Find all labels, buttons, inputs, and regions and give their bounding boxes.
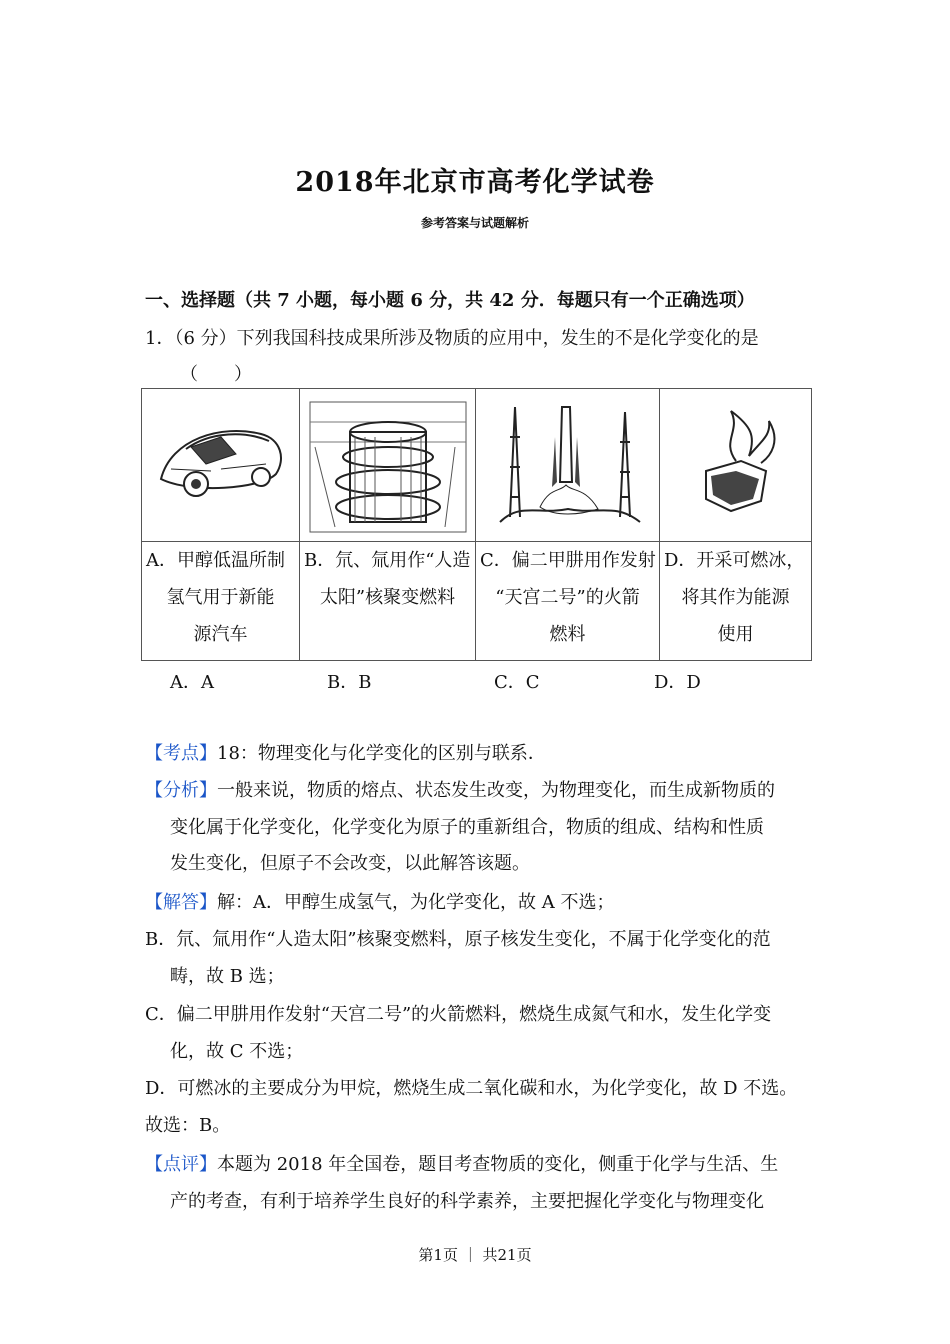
solution-d-line: D．可燃冰的主要成分为甲烷，燃烧生成二氧化碳和水，为化学变化，故 D 不选。	[145, 1078, 798, 1099]
car-illustration-icon	[151, 409, 291, 519]
solution-c-line: C．偏二甲肼用作发射“天宫二号”的火箭燃料，燃烧生成氮气和水，发生化学变	[145, 1004, 772, 1025]
solution-b-line-2: 畴，故 B 选；	[170, 966, 285, 987]
answer-blank: （ ）	[180, 364, 252, 385]
option-c-line: 燃料	[549, 624, 586, 645]
option-a-text	[142, 542, 300, 661]
kaodian-text: 18：物理变化与化学变化的区别与联系．	[217, 743, 546, 764]
choice-a: A．A	[170, 672, 214, 693]
dianping-line	[145, 1153, 778, 1177]
page-footer: 第1页 ｜ 共21页	[418, 1246, 532, 1264]
ice-illustration-icon	[681, 401, 791, 521]
option-a-image	[142, 389, 300, 542]
option-d-first: D．开采可燃冰，	[664, 550, 805, 571]
kaodian-line	[145, 742, 546, 766]
kaodian-tag: 【考点】	[145, 743, 217, 764]
option-c-image	[476, 389, 660, 542]
option-d-line: 将其作为能源	[681, 587, 790, 608]
option-b-image	[300, 389, 476, 542]
reactor-illustration-icon	[305, 397, 471, 537]
option-c-text	[476, 542, 660, 661]
section-heading: 一、选择题（共 7 小题，每小题 6 分，共 42 分．每题只有一个正确选项）	[145, 290, 755, 311]
options-table	[141, 388, 812, 661]
page-subtitle: 参考答案与试题解析	[420, 216, 529, 230]
option-a-line: 源汽车	[193, 624, 248, 645]
dianping-text: 本题为 2018 年全国卷，题目考查物质的变化，侧重于化学与生活、生	[217, 1154, 779, 1175]
rocket-illustration-icon	[480, 397, 656, 537]
option-c-line: “天宫二号”的火箭	[495, 587, 640, 608]
option-a-line: 氢气用于新能	[166, 587, 275, 608]
choice-d: D．D	[654, 672, 701, 693]
question-text: 1．（6 分）下列我国科技成果所涉及物质的应用中，发生的不是化学变化的是	[145, 328, 759, 349]
fenxi-tag: 【分析】	[145, 780, 217, 801]
solution-b-line: B．氘、氚用作“人造太阳”核聚变燃料，原子核发生变化，不属于化学变化的范	[145, 929, 771, 950]
solution-c-line-2: 化，故 C 不选；	[170, 1041, 304, 1062]
option-d-text	[660, 542, 812, 661]
option-a-first: A．甲醇低温所制	[146, 550, 285, 571]
option-d-image	[660, 389, 812, 542]
dianping-line-2: 产的考查，有利于培养学生良好的科学素养，主要把握化学变化与物理变化	[170, 1191, 764, 1212]
fenxi-line	[145, 779, 775, 803]
choice-c: C．C	[494, 672, 540, 693]
choice-b: B．B	[327, 672, 372, 693]
page-title: 2018年北京市高考化学试卷	[295, 167, 655, 198]
option-d-line: 使用	[717, 624, 754, 645]
jieda-text: 解：A．甲醇生成氢气，为化学变化，故 A 不选；	[217, 892, 615, 913]
jieda-tag: 【解答】	[145, 892, 217, 913]
answer-line: 故选：B。	[145, 1115, 231, 1136]
fenxi-text: 一般来说，物质的熔点、状态发生改变，为物理变化，而生成新物质的	[217, 780, 775, 801]
dianping-tag: 【点评】	[145, 1154, 217, 1175]
fenxi-line-2: 变化属于化学变化，化学变化为原子的重新组合，物质的组成、结构和性质	[170, 817, 764, 838]
jieda-line	[145, 891, 614, 915]
option-c-first: C．偏二甲肼用作发射	[480, 550, 656, 571]
option-b-text	[300, 542, 476, 661]
option-b-line: 太阳”核聚变燃料	[319, 587, 456, 608]
fenxi-line-3: 发生变化，但原子不会改变，以此解答该题。	[170, 853, 530, 874]
option-b-first: B．氘、氚用作“人造	[304, 550, 471, 571]
